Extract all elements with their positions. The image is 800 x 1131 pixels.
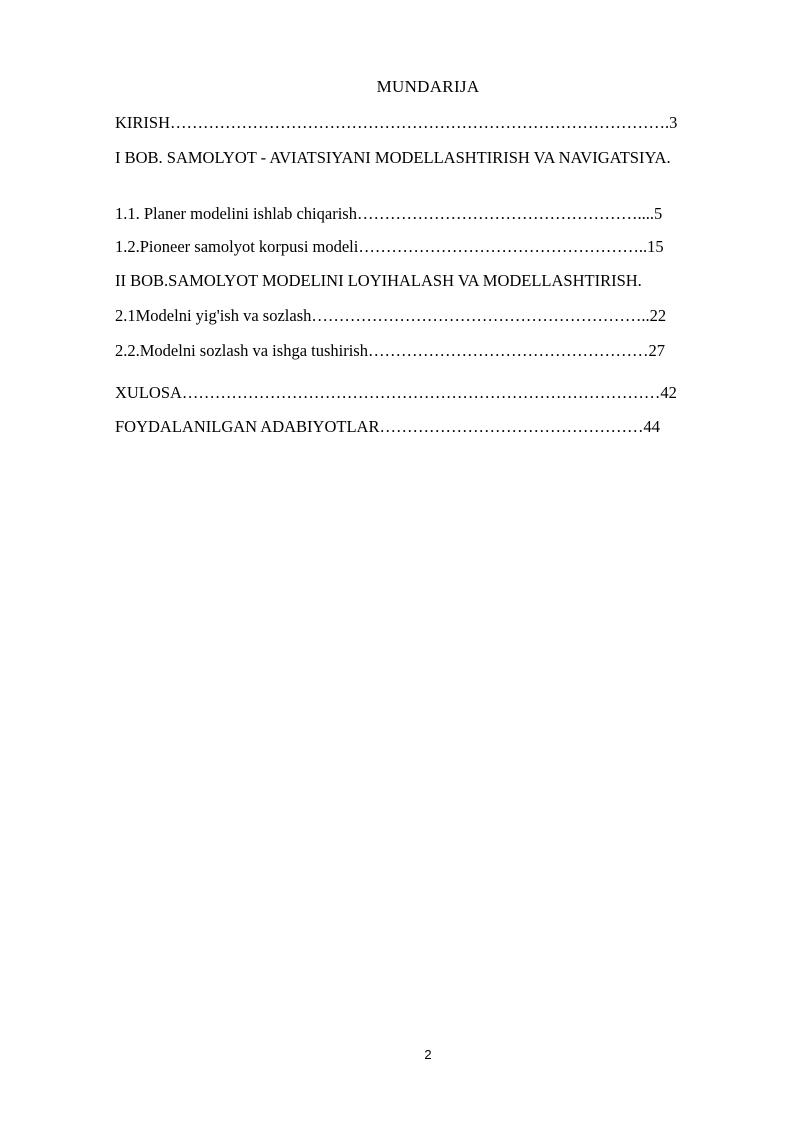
toc-entry-1-1: 1.1. Planer modelini ishlab chiqarish……………………………………………....5 — [115, 204, 663, 223]
toc-entry-xulosa: XULOSA……………………………………………………………………………42 — [115, 383, 677, 402]
toc-entry-2-1: 2.1Modelni yig'ish va sozlash……………………………………………………..22 — [115, 306, 667, 325]
toc-chapter-2-heading: II BOB.SAMOLYOT MODELINI LOYIHALASH VA MODELLASHTIRISH. — [115, 271, 642, 290]
toc-chapter-1-heading: I BOB. SAMOLYOT - AVIATSIYANI MODELLASHTIRISH VA NAVIGATSIYA. — [115, 148, 671, 167]
toc-entry-kirish: KIRISH……………………………………………………………………………….3 — [115, 113, 678, 132]
toc-entry-1-2: 1.2.Pioneer samolyot korpusi modeli……………………………………………..15 — [115, 237, 664, 256]
toc-entry-adabiyotlar: FOYDALANILGAN ADABIYOTLAR…………………………………………44 — [115, 417, 660, 436]
page-number: 2 — [424, 1047, 432, 1062]
toc-title: MUNDARIJA — [376, 77, 480, 96]
toc-entry-2-2: 2.2.Modelni sozlash va ishga tushirish……………………………………………27 — [115, 341, 665, 360]
